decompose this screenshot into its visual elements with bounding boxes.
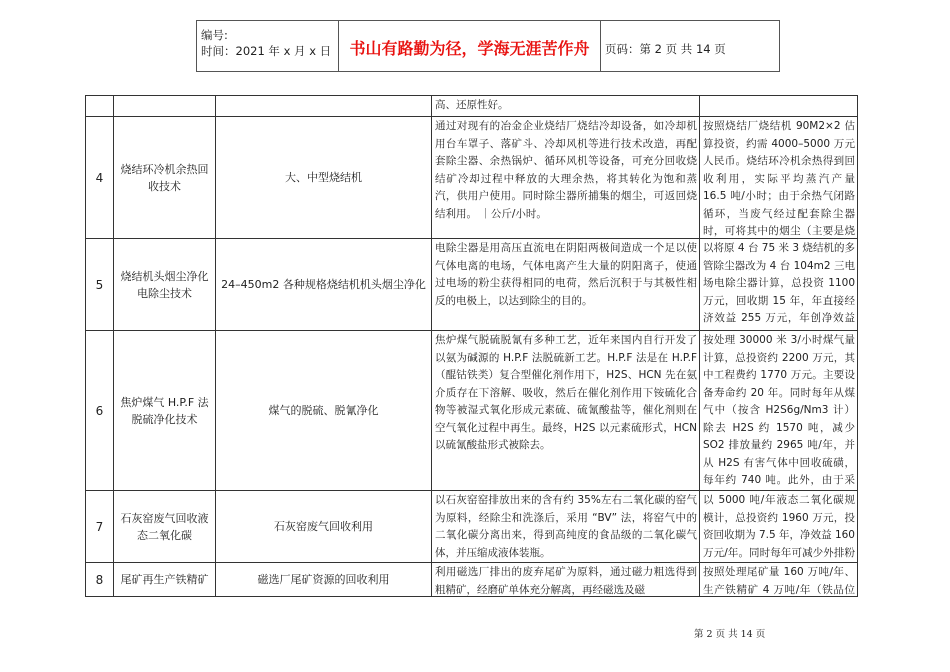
technology-name: 烧结机头烟尘净化电除尘技术	[114, 239, 216, 330]
technology-description: 高、还原性好。	[432, 96, 700, 116]
technology-name	[114, 96, 216, 116]
header-page-label: 页码：第 2 页 共 14 页	[605, 42, 726, 56]
page-footer: 第 2 页 共 14 页	[694, 629, 766, 640]
application-scope: 磁选厂尾矿资源的回收利用	[216, 563, 432, 596]
application-scope	[216, 96, 432, 116]
row-number: 7	[86, 491, 114, 562]
technology-name: 焦炉煤气 H.P.F 法脱硫净化技术	[114, 331, 216, 490]
number-label: 编号:	[201, 28, 228, 42]
benefit-estimate: 按照烧结厂烧结机 90M2×2 估算投资，约需 4000–5000 万元人民币。烧结环冷机余热得到回收利用，实际平均蒸汽产量 16.5 吨/小时；由于余热气闭路循环，当废气经过配套除尘器时，可将其中的烟尘（主要是烧	[703, 120, 855, 237]
row-number	[86, 96, 114, 116]
table-row	[86, 116, 857, 238]
header-motto: 书山有路勤为径，学海无涯苦作舟	[339, 21, 601, 71]
technology-table	[85, 95, 858, 597]
benefit-estimate	[700, 96, 857, 116]
application-scope: 石灰窑废气回收利用	[216, 491, 432, 562]
technology-description: 通过对现有的冶金企业烧结厂烧结冷却设备，如冷却机用台车罩子、落矿斗、冷却风机等进行技术改造，再配套除尘器、余热锅炉、循环风机等设备，可充分回收烧结矿冷却过程中释放的大理余热，将其转化为饱和蒸汽，供用户使用。同时除尘器所捕集的烟尘，可返回烧结利用。 ｜公斤/小时。	[432, 117, 700, 238]
benefit-estimate: 按照处理尾矿量 160 万吨/年、生产铁精矿 4 万吨/年（铁品位	[703, 566, 855, 596]
application-scope: 煤气的脱硫、脱氰净化	[216, 331, 432, 490]
technology-name: 石灰窑废气回收液态二氧化碳	[114, 491, 216, 562]
technology-description: 利用磁选厂排出的废弃尾矿为原料，通过磁力粗选得到粗精矿，经磨矿单体充分解离，再经磁选及磁	[432, 563, 700, 596]
benefit-estimate: 以 5000 吨/年液态二氧化碳规模计，总投资约 1960 万元，投资回收期为 7.5 年，净效益 160 万元/年。同时每年可减少外排粉	[703, 494, 855, 559]
technology-name: 尾矿再生产铁精矿	[114, 563, 216, 596]
technology-description: 电除尘器是用高压直流电在阴阳两极间造成一个足以使气体电离的电场，气体电离产生大量的阴阳离子，使通过电场的粉尘获得相同的电荷，然后沉积于与其极性相反的电极上，以达到除尘的目的。	[432, 239, 700, 330]
technology-description: 以石灰窑窑排放出来的含有约 35%左右二氧化碳的窑气为原料，经除尘和洗涤后，采用 “BV” 法，将窑气中的二氧化碳分离出来，得到高纯度的食品级的二氧化碳气体，并压缩成液体装瓶。	[432, 491, 700, 562]
technology-description: 焦炉煤气脱硫脱氰有多种工艺，近年来国内自行开发了以氨为碱源的 H.P.F 法脱硫新工艺。H.P.F 法是在 H.P.F（醌钴铁类）复合型催化剂作用下，H2S、HCN 先在氨介质存在下溶解、吸收，然后在催化剂作用下铵硫化合物等被湿式氧化形成元素硫、硫氰酸盐等，催化剂则在空气氧化过程中再生。最终，H2S 以元素硫形式，HCN 以硫氰酸盐形式被除去。	[432, 331, 700, 490]
application-scope: 大、中型烧结机	[216, 117, 432, 238]
row-number: 5	[86, 239, 114, 330]
benefit-estimate: 按处理 30000 米 3/小时煤气量计算，总投资约 2200 万元，其中工程费约 1770 万元。主要设备寿命约 20 年。同时每年从煤气中（按含 H2S6g/Nm3 计）除去 H2S 约 1570 吨，减少 SO2 排放量约 2965 吨/年，并从 H2S 有害气体中回收硫磺，每年约 740 吨。此外，由于采	[703, 334, 855, 486]
header-meta	[197, 21, 339, 71]
row-number: 6	[86, 331, 114, 490]
row-number: 8	[86, 563, 114, 596]
row-number: 4	[86, 117, 114, 238]
table-row	[86, 490, 857, 562]
table-row	[86, 330, 857, 490]
technology-name: 烧结环冷机余热回收技术	[114, 117, 216, 238]
table-row	[86, 96, 857, 116]
page-header	[196, 20, 780, 72]
application-scope: 24–450m2 各种规格烧结机机头烟尘净化	[216, 239, 432, 330]
time-label: 时间：2021 年 x 月 x 日	[201, 44, 332, 58]
table-row	[86, 562, 857, 596]
benefit-estimate: 以将原 4 台 75 米 3 烧结机的多管除尘器改为 4 台 104m2 三电场电除尘器计算，总投资 1100 万元，回收期 15 年，年直接经济效益 255 万元，年创净效益	[703, 242, 855, 324]
table-row	[86, 238, 857, 330]
